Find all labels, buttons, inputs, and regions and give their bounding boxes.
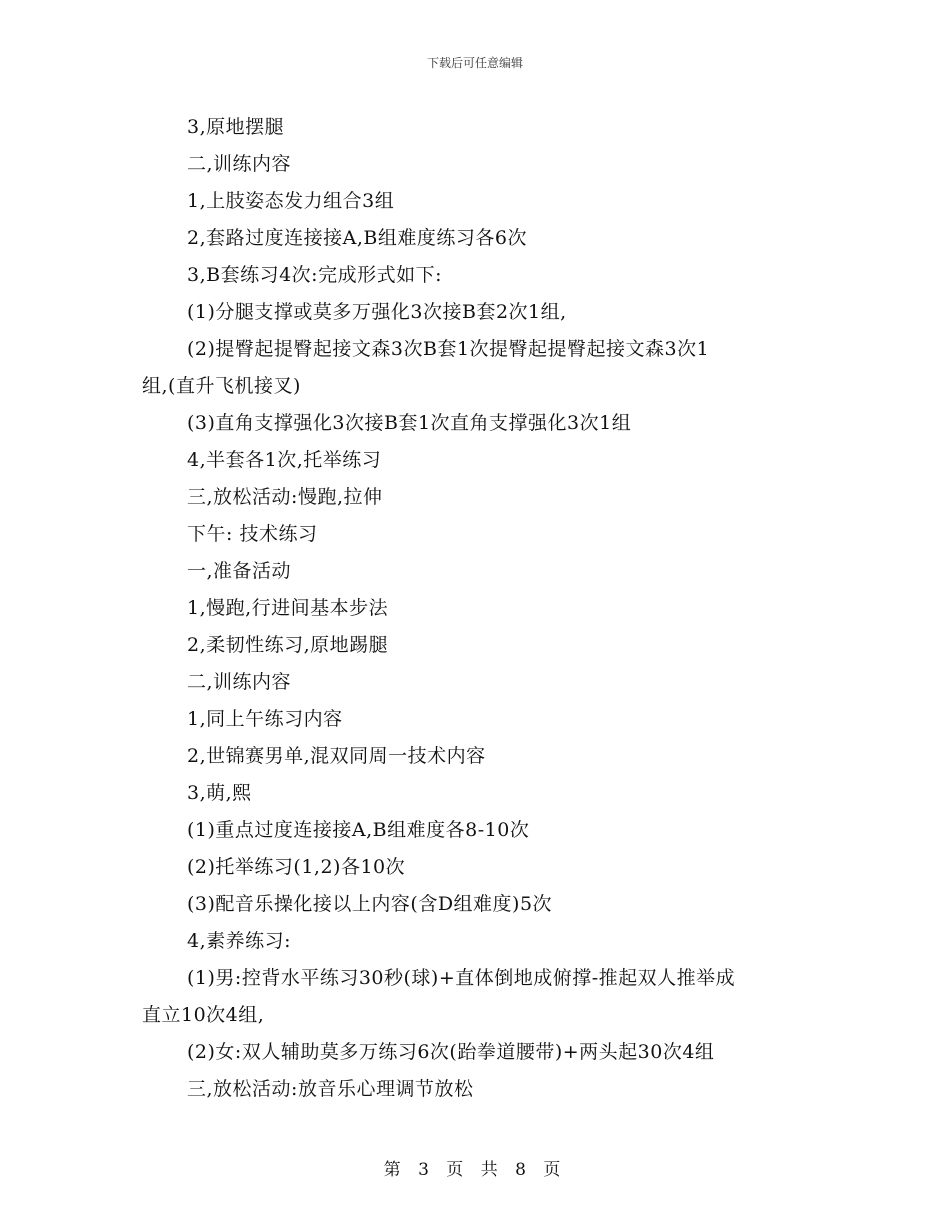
- text-line: 3,B套练习4次:完成形式如下:: [187, 264, 442, 286]
- text-line: 3,萌,熙: [187, 782, 252, 804]
- text-line: 4,素养练习:: [187, 930, 292, 952]
- text-line: 直立10次4组,: [142, 1004, 265, 1026]
- text-line: 组,(直升飞机接叉): [142, 375, 301, 397]
- text-line: 下午: 技术练习: [187, 523, 318, 545]
- text-line: 3,原地摆腿: [187, 116, 285, 138]
- text-line: (3)直角支撑强化3次接B套1次直角支撑强化3次1组: [187, 412, 632, 434]
- text-line: (2)托举练习(1,2)各10次: [187, 856, 406, 878]
- text-line: (3)配音乐操化接以上内容(含D组难度)5次: [187, 893, 553, 915]
- text-line: 一,准备活动: [187, 560, 292, 582]
- text-line: (2)女:双人辅助莫多万练习6次(跆拳道腰带)+两头起30次4组: [187, 1041, 715, 1063]
- text-line: 三,放松活动:放音乐心理调节放松: [187, 1078, 474, 1100]
- text-line: 1,慢跑,行进间基本步法: [187, 597, 389, 619]
- text-line: (1)重点过度连接接A,B组难度各8-10次: [187, 819, 530, 841]
- text-line: 二,训练内容: [187, 153, 292, 175]
- document-body: [142, 109, 822, 1108]
- text-line: (2)提臀起提臀起接文森3次B套1次提臀起提臀起接文森3次1: [187, 338, 710, 360]
- text-line: 2,套路过度连接接A,B组难度练习各6次: [187, 227, 527, 249]
- text-line: 1,同上午练习内容: [187, 708, 343, 730]
- text-line: (1)男:控背水平练习30秒(球)+直体倒地成俯撑-推起双人推举成: [187, 967, 736, 989]
- text-line: 2,柔韧性练习,原地踢腿: [187, 634, 389, 656]
- text-line: 4,半套各1次,托举练习: [187, 449, 382, 471]
- text-line: 1,上肢姿态发力组合3组: [187, 190, 395, 212]
- text-line: 2,世锦赛男单,混双同周一技术内容: [187, 745, 486, 767]
- text-line: 二,训练内容: [187, 671, 292, 693]
- header-note: 下载后可任意编辑: [426, 56, 523, 70]
- text-line: (1)分腿支撑或莫多万强化3次接B套2次1组,: [187, 301, 567, 323]
- text-line: 三,放松活动:慢跑,拉伸: [187, 486, 383, 508]
- page-number: 第 3 页 共 8 页: [383, 1160, 567, 1180]
